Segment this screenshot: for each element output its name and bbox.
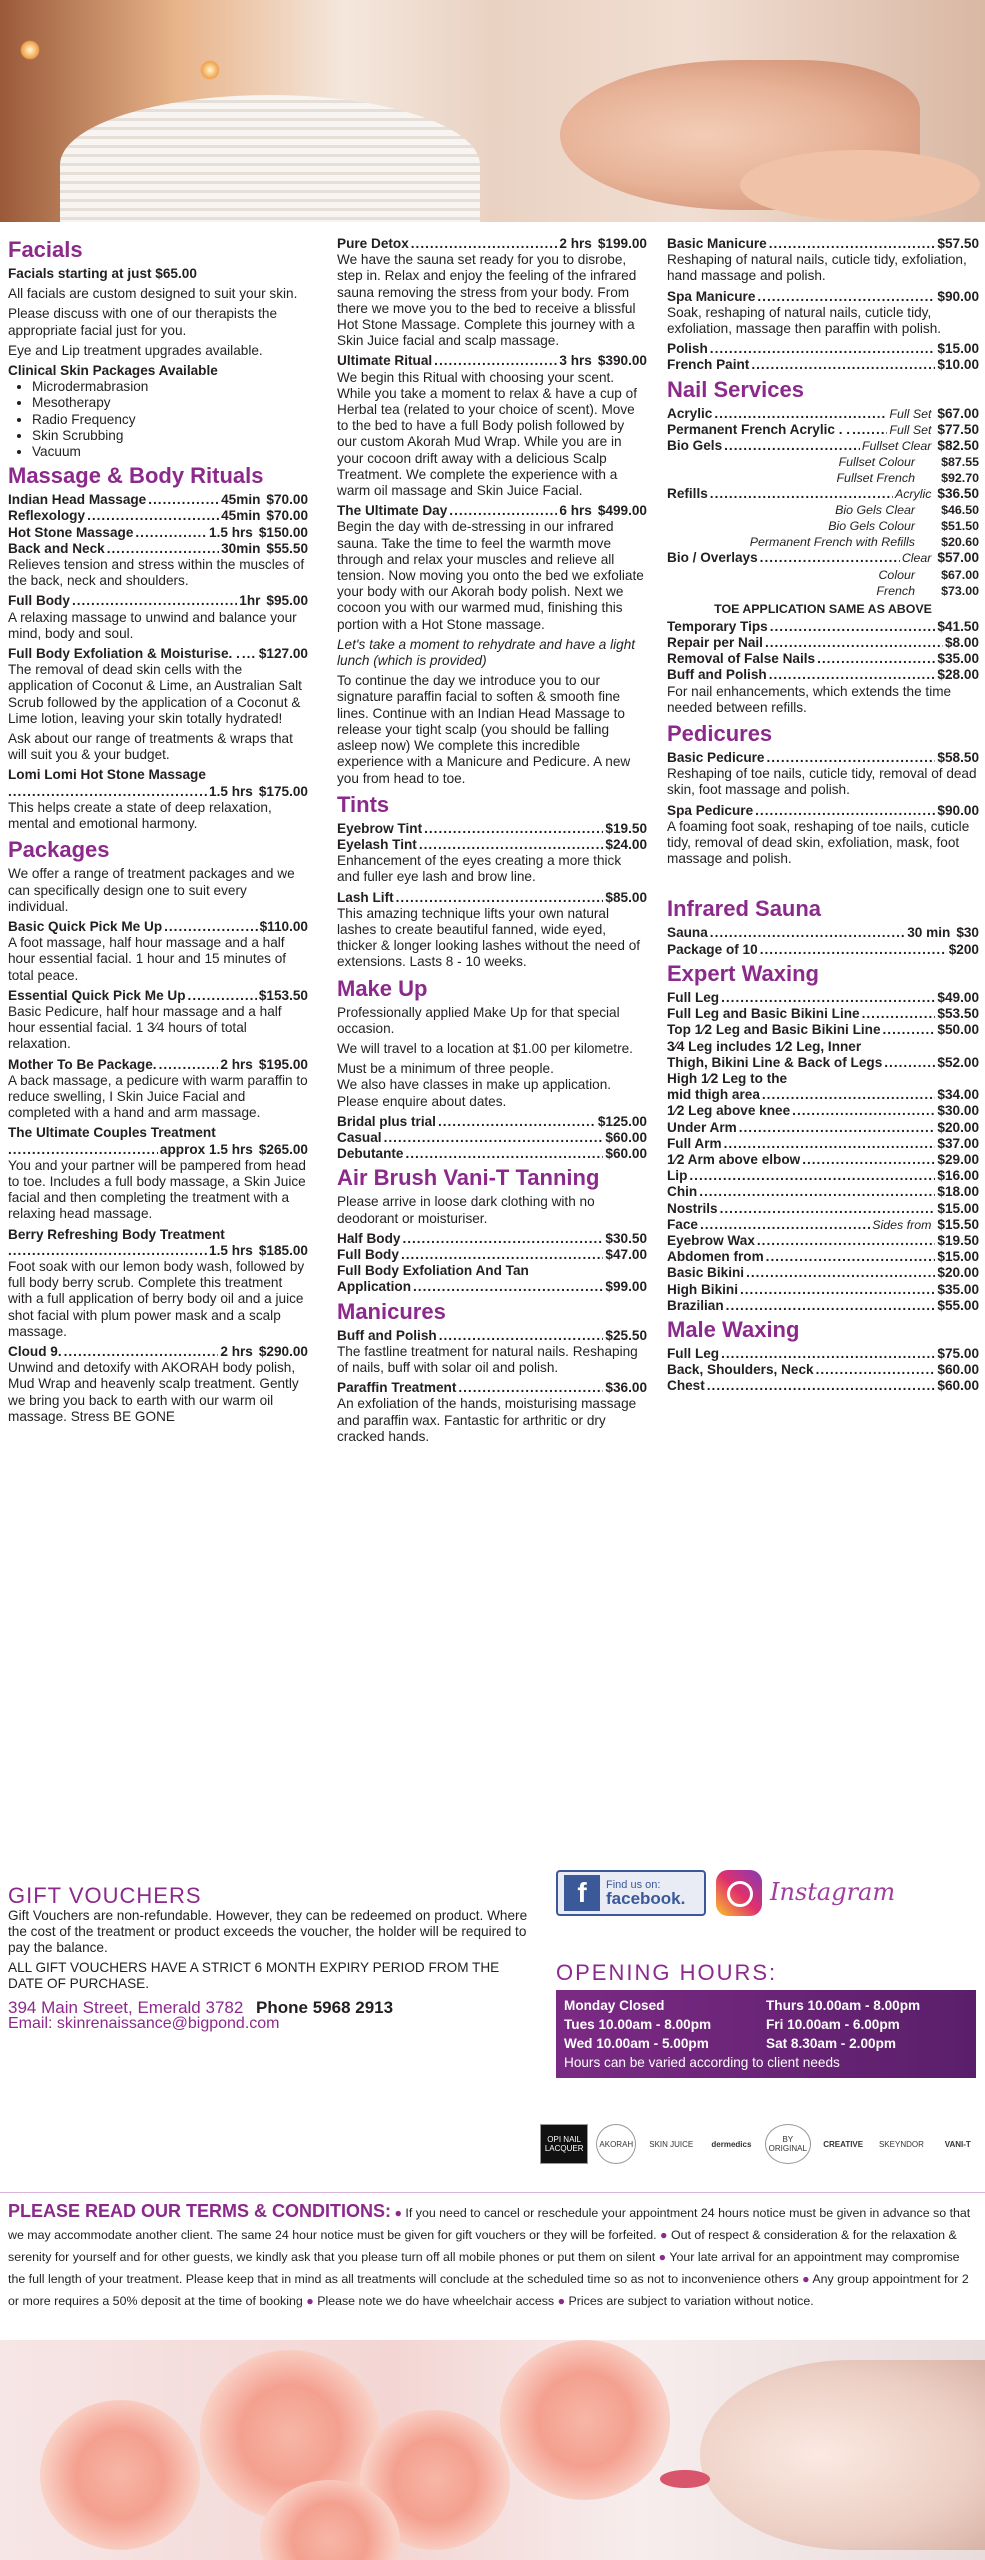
price-row: ..... 1.5 hrs $185.00 — [8, 1243, 308, 1259]
hours-line: Sat 8.30am - 2.00pm — [766, 2036, 896, 2051]
price-row: Basic Bikini ..... $20.00 — [667, 1265, 979, 1281]
terms-item: If you need to cancel or reschedule your appointment 24 hours notice must be given in advance so that we may accommodate another client. The same 24 hour notice must be given for gift vouchers or they will be forfeited. — [8, 2206, 971, 2242]
divider — [0, 2192, 985, 2193]
opening-hours-section — [556, 1960, 976, 2078]
description: Must be a minimum of three people. — [337, 1061, 554, 1077]
facials-text: Please discuss with one of our therapists the appropriate facial just for you. — [8, 306, 278, 338]
price-row: Nostrils ..... $15.00 — [667, 1201, 979, 1217]
column-left — [8, 234, 308, 1429]
price-row: Basic Quick Pick Me Up ..... $110.00 — [8, 919, 308, 935]
gift-vouchers-section — [8, 1883, 528, 2032]
price-row: Full Body ..... 1hr $95.00 — [8, 593, 308, 609]
massage-heading: Massage & Body Rituals — [8, 463, 264, 489]
bullet-icon: ● — [394, 2206, 402, 2220]
description: You and your partner will be pampered from head to toe. Includes a full body massage, a Skin Juice facial and then completing the treatment with a relaxing head massage. — [8, 1157, 306, 1222]
price-row: Polish ..... $15.00 — [667, 341, 979, 357]
price-row: French Paint ..... $10.00 — [667, 357, 979, 373]
nails-heading: Nail Services — [667, 376, 804, 402]
price-row: Chin ..... $18.00 — [667, 1184, 979, 1200]
description: Professionally applied Make Up for that special occasion. — [337, 1004, 620, 1036]
price-row: Application ..... $99.00 — [337, 1279, 647, 1295]
price-row: Full Leg and Basic Bikini Line ..... $53.50 — [667, 1006, 979, 1022]
bottom-roses-image — [0, 2340, 985, 2560]
terms-item: Any group appointment for 2 or more requires a 50% deposit at the time of booking — [8, 2272, 969, 2308]
hours-line: Wed 10.00am - 5.00pm — [564, 2036, 709, 2051]
price-row: Spa Pedicure ..... $90.00 — [667, 803, 979, 819]
tanning-heading: Air Brush Vani-T Tanning — [337, 1165, 600, 1191]
price-row: Paraffin Treatment ..... $36.00 — [337, 1380, 647, 1396]
price-row: Ultimate Ritual ..... 3 hrs $390.00 — [337, 353, 647, 369]
price-row: Eyebrow Wax ..... $19.50 — [667, 1233, 979, 1249]
pedicures-heading: Pedicures — [667, 721, 773, 747]
list-item: • Skin Scrubbing — [32, 428, 308, 444]
vani-t-logo: VANI-T — [944, 2139, 971, 2149]
item-name: Berry Refreshing Body Treatment — [8, 1226, 225, 1242]
column-right — [667, 234, 979, 1395]
toe-note: TOE APPLICATION SAME AS ABOVE — [714, 601, 932, 616]
makeup-heading: Make Up — [337, 975, 428, 1001]
skin-juice-logo: SKIN JUICE — [649, 2139, 694, 2149]
hours-line: Thurs 10.00am - 8.00pm — [766, 1998, 921, 2013]
price-row: Reflexology ..... 45min $70.00 — [8, 508, 308, 524]
price-row: Permanent French Acrylic . . ..... Full Set $77.50 — [667, 422, 979, 438]
manicures-heading: Manicures — [337, 1298, 446, 1324]
opening-hours-heading: OPENING HOURS: — [556, 1960, 778, 1985]
description: Unwind and detoxify with AKORAH body polish, Mud Wrap and heavenly scalp treatment. Gently we bring you back to earth with our warm oil massage. Stress BE GONE — [8, 1360, 299, 1424]
price-row: Under Arm ..... $20.00 — [667, 1120, 979, 1136]
gift-expiry: ALL GIFT VOUCHERS HAVE A STRICT 6 MONTH EXPIRY PERIOD FROM THE DATE OF PURCHASE. — [8, 1960, 500, 1991]
price-row: Full Body ..... $47.00 — [337, 1247, 647, 1263]
creative-logo: CREATIVE — [823, 2139, 864, 2149]
price-row: Essential Quick Pick Me Up ..... $153.50 — [8, 988, 308, 1004]
list-item: • Microdermabrasion — [32, 379, 308, 395]
price-row: Buff and Polish ..... $28.00 — [667, 667, 979, 683]
opi-logo: OPI NAIL LACQUER — [540, 2124, 588, 2164]
price-row: mid thigh area ..... $34.00 — [667, 1087, 979, 1103]
price-row: Debutante ..... $60.00 — [337, 1146, 647, 1162]
price-row: Brazilian ..... $55.00 — [667, 1298, 979, 1314]
price-row: Bridal plus trial ..... $125.00 — [337, 1114, 647, 1130]
towel-decoration — [60, 95, 480, 222]
price-sub-row: Bio Gels Clear $46.50 — [835, 503, 979, 518]
bullet-icon: ● — [658, 2250, 667, 2264]
gift-text: Gift Vouchers are non-refundable. However, they can be redeemed on product. Where the cost of the treatment or product exceeds the voucher, the holder will be required to pay the balance. — [8, 1908, 528, 1955]
price-row: Lash Lift ..... $85.00 — [337, 890, 647, 906]
price-row: The Ultimate Day ..... 6 hrs $499.00 — [337, 503, 647, 519]
facebook-small-text: Find us on: — [606, 1878, 661, 1891]
facials-text: All facials are custom designed to suit your skin. — [8, 286, 298, 302]
item-name: Lomi Lomi Hot Stone Massage — [8, 767, 206, 783]
gift-vouchers-heading: GIFT VOUCHERS — [8, 1883, 202, 1908]
tints-heading: Tints — [337, 791, 390, 817]
skeyndor-logo: SKEYNDOR — [878, 2139, 924, 2149]
column-middle — [337, 234, 647, 1449]
description: We have the sauna set ready for you to disrobe, step in. Relax and enjoy the feeling of the infrared sauna removing the stress from your body. From there we move you to the bed to receive a blissful Hot Stone Massage. Complete this journey with a Skin Juice facial and scalp massage. — [337, 252, 637, 349]
by-original-logo: BY ORIGINAL — [765, 2124, 811, 2164]
price-sub-row: Fullset Colour $87.55 — [838, 455, 979, 470]
hours-line: Tues 10.00am - 8.00pm — [564, 2017, 712, 2032]
face-decoration — [700, 2360, 985, 2550]
bullet-icon: ● — [802, 2272, 810, 2286]
price-row: Back and Neck ..... 30min $55.50 — [8, 541, 308, 557]
description: Basic Pedicure, half hour massage and a half hour essential facial. 1 3⁄4 hours of total relaxation. — [8, 1003, 282, 1052]
bullet-icon: ● — [306, 2294, 314, 2308]
hours-line: Monday Closed — [564, 1998, 665, 2013]
clinical-list — [32, 379, 308, 460]
phone-number[interactable]: Phone 5968 2913 — [256, 1998, 394, 2017]
sauna-heading: Infrared Sauna — [667, 896, 822, 922]
list-item: • Radio Frequency — [32, 412, 308, 428]
opening-hours-box — [556, 1990, 976, 2078]
price-row: Spa Manicure ..... $90.00 — [667, 289, 979, 305]
price-sub-row: Colour $67.00 — [878, 567, 979, 582]
price-row: Sauna ..... 30 min $30 — [667, 925, 979, 941]
rose-decoration — [500, 2340, 670, 2500]
facials-heading: Facials — [8, 237, 83, 262]
facebook-text: facebook. — [606, 1888, 686, 1908]
facebook-link[interactable] — [556, 1870, 706, 1916]
description: Please arrive in loose dark clothing with no deodorant or moisturiser. — [337, 1194, 595, 1226]
item-name: High 1⁄2 Leg to the — [667, 1070, 788, 1086]
description: We also have classes in make up application. Please enquire about dates. — [337, 1077, 612, 1109]
social-links — [556, 1870, 976, 1920]
address: 394 Main Street, Emerald 3782 — [8, 1998, 244, 2017]
description: Reshaping of natural nails, cuticle tidy, exfoliation, hand massage and polish. — [667, 252, 967, 284]
email-address[interactable]: Email: skinrenaissance@bigpond.com — [8, 2015, 280, 2032]
bullet-icon: ● — [557, 2294, 566, 2308]
description: Begin the day with de-stressing in our infrared sauna. Take the time to feel the warmth move through and relax your muscles and relieve all tension. Now moving you onto the bed we exfoliate your body with our Akorah body polish. Next we cocoon you with our warmed mud, finishing this portion with a Hot Stone massage. — [337, 519, 644, 632]
price-row: Refills ..... Acrylic $36.50 — [667, 486, 979, 502]
price-row: Bio Gels ..... Fullset Clear $82.50 — [667, 438, 979, 454]
terms-item: Out of respect & consideration & for the relaxation & serenity for yourself and for other guests, we kindly ask that you please turn off all mobile phones or put them on silent — [8, 2228, 957, 2264]
price-sub-row: Bio Gels Colour $51.50 — [828, 519, 979, 534]
brand-logos — [540, 2122, 980, 2166]
price-row: Bio / Overlays ..... Clear $57.00 — [667, 550, 979, 566]
price-row: Repair per Nail ..... $8.00 — [667, 635, 979, 651]
price-row: Package of 10 ..... $200 — [667, 942, 979, 958]
description: This amazing technique lifts your own natural lashes to create beautiful fanned, wide eyed, thicker & longer looking lashes without the need of extensions. Lasts 8 - 10 weeks. — [337, 905, 641, 970]
bullet-icon: ● — [660, 2228, 668, 2242]
instagram-icon[interactable] — [716, 1870, 762, 1916]
rose-decoration — [40, 2400, 200, 2550]
description: We begin this Ritual with choosing your scent. While you take a moment to relax & have a cup of Herbal tea (related to your choice of scent). Move to the bed to have a full Body polish followed by our custom Akorah Mud Wrap. While you are in your cocoon drift away with a delicious Scalp Treatment. We complete the experience with a warm oil massage and Skin Juice Facial. — [337, 369, 637, 499]
terms-item: Prices are subject to variation without notice. — [568, 2294, 814, 2308]
price-row: Pure Detox ..... 2 hrs $199.00 — [337, 236, 647, 252]
facials-text: Eye and Lip treatment upgrades available. — [8, 342, 263, 358]
price-row: Mother To Be Package. ..... 2 hrs $195.00 — [8, 1057, 308, 1073]
description: Relieves tension and stress within the muscles of the back, neck and shoulders. — [8, 557, 305, 589]
price-row: Removal of False Nails ..... $35.00 — [667, 651, 979, 667]
description: We offer a range of treatment packages and we can specifically design one to suit every individual. — [8, 866, 295, 914]
price-sub-row: Permanent French with Refills $20.60 — [749, 535, 979, 550]
dermedics-logo: dermedics — [711, 2139, 752, 2149]
price-row: Eyebrow Tint ..... $19.50 — [337, 821, 647, 837]
packages-heading: Packages — [8, 837, 110, 863]
price-row: Full Leg ..... $75.00 — [667, 1346, 979, 1362]
description: Let's take a moment to rehydrate and have a light lunch (which is provided) — [337, 636, 636, 669]
description: For nail enhancements, which extends the time needed between refills. — [667, 683, 952, 715]
description: Foot soak with our lemon body wash, followed by full body berry scrub. Complete this treatment with a full application of berry body oil and a juice shot facial with plum power mask and a scalp massage. — [8, 1258, 305, 1339]
description: A relaxing massage to unwind and balance your mind, body and soul. — [8, 609, 297, 641]
price-row: Full Arm ..... $37.00 — [667, 1136, 979, 1152]
price-row: Lip ..... $16.00 — [667, 1168, 979, 1184]
price-sub-row: French $73.00 — [876, 583, 979, 598]
clinical-heading: Clinical Skin Packages Available — [8, 363, 218, 379]
description: The removal of dead skin cells with the application of Coconut & Lime, an Australian Salt Scrub followed by the application of a Coconut & Lime lotion, leaving your skin totally hydrated! — [8, 662, 302, 726]
price-row: 1⁄2 Arm above elbow ..... $29.00 — [667, 1152, 979, 1168]
price-row: Temporary Tips ..... $41.50 — [667, 619, 979, 635]
price-sub-row: Fullset French $92.70 — [836, 471, 979, 486]
price-row: Basic Manicure ..... $57.50 — [667, 236, 979, 252]
list-item: • Vacuum — [32, 444, 308, 460]
terms-heading: PLEASE READ OUR TERMS & CONDITIONS: — [8, 2201, 392, 2221]
item-name: Full Body Exfoliation And Tan — [337, 1263, 529, 1279]
price-row: Back, Shoulders, Neck ..... $60.00 — [667, 1362, 979, 1378]
item-name: The Ultimate Couples Treatment — [8, 1125, 216, 1141]
terms-section — [8, 2200, 978, 2312]
description: This helps create a state of deep relaxation, mental and emotional harmony. — [8, 799, 272, 832]
instagram-text[interactable]: Instagram — [770, 1878, 896, 1906]
hours-line: Fri 10.00am - 6.00pm — [766, 2017, 900, 2032]
price-row: Full Body Exfoliation & Moisturise. . ..... $127.00 — [8, 646, 308, 662]
price-row: Acrylic ..... Full Set $67.00 — [667, 406, 979, 422]
price-row: Full Leg ..... $49.00 — [667, 990, 979, 1006]
price-row: Top 1⁄2 Leg and Basic Bikini Line ..... $50.00 — [667, 1022, 979, 1038]
price-row: Abdomen from ..... $15.00 — [667, 1249, 979, 1265]
list-item: • Mesotherapy — [32, 395, 308, 411]
description: A foaming foot soak, reshaping of toe nails, cuticle tidy, removal of dead skin, exfoliation, mask, foot massage and polish. — [667, 818, 970, 867]
hand-decoration — [740, 150, 980, 220]
akorah-logo: AKORAH — [596, 2124, 636, 2164]
facials-starting: Facials starting at just $65.00 — [8, 266, 197, 281]
hours-note: Hours can be varied according to client needs — [564, 2055, 840, 2070]
price-row: Thigh, Bikini Line & Back of Legs ..... $52.00 — [667, 1055, 979, 1071]
price-row: Chest ..... $60.00 — [667, 1378, 979, 1394]
price-row: ..... 1.5 hrs $175.00 — [8, 784, 308, 800]
terms-item: Your late arrival for an appointment may compromise the full length of your treatment. Please keep that in mind as all treatments will conclude at the scheduled time so as not to inconvenience others — [8, 2250, 960, 2286]
hero-spa-image — [0, 0, 985, 222]
price-row: Buff and Polish ..... $25.50 — [337, 1328, 647, 1344]
price-row: Indian Head Massage ..... 45min $70.00 — [8, 492, 308, 508]
description: We will travel to a location at $1.00 per kilometre. — [337, 1040, 633, 1056]
candle-decoration — [20, 40, 40, 60]
price-row: ..... approx 1.5 hrs $265.00 — [8, 1142, 308, 1158]
description: A back massage, a pedicure with warm paraffin to reduce swelling, I Skin Juice Facial and completed with a hand and arm massage. — [8, 1072, 308, 1121]
price-row: High Bikini ..... $35.00 — [667, 1282, 979, 1298]
description: Ask about our range of treatments & wraps that will suit you & your budget. — [8, 731, 293, 763]
description: To continue the day we introduce you to our signature paraffin facial to soften & smooth fine lines. Continue with an Indian Head Massage to release your tight scalp (you should be falling asleep now) We complete this incredible experience with a Manicure and Pedicure. A new you from head to toe. — [337, 673, 631, 786]
price-row: Cloud 9. ..... 2 hrs $290.00 — [8, 1344, 308, 1360]
address-line — [8, 2000, 528, 2016]
facebook-icon: f — [564, 1875, 600, 1911]
description: An exfoliation of the hands, moisturising massage and paraffin wax. Fantastic for arthritic or dry cracked hands. — [337, 1396, 637, 1444]
item-name: 3⁄4 Leg includes 1⁄2 Leg, Inner — [667, 1038, 862, 1054]
price-row: Face ..... Sides from $15.50 — [667, 1217, 979, 1233]
price-row: 1⁄2 Leg above knee ..... $30.00 — [667, 1103, 979, 1119]
description: The fastline treatment for natural nails. Reshaping of nails, buff with solar oil and polish. — [337, 1343, 638, 1375]
price-row: Basic Pedicure ..... $58.50 — [667, 750, 979, 766]
price-row: Eyelash Tint ..... $24.00 — [337, 837, 647, 853]
candle-decoration — [200, 60, 220, 80]
description: A foot massage, half hour massage and a half hour essential facial. 1 hour and 15 minutes of total peace. — [8, 935, 287, 983]
male-waxing-heading: Male Waxing — [667, 1316, 800, 1342]
description: Soak, reshaping of natural nails, cuticle tidy, exfoliation, massage then paraffin with polish. — [667, 304, 942, 337]
terms-item: Please note we do have wheelchair access — [317, 2294, 555, 2308]
lips-decoration — [660, 2470, 710, 2488]
price-row: Half Body ..... $30.50 — [337, 1231, 647, 1247]
waxing-heading: Expert Waxing — [667, 960, 819, 986]
price-row: Hot Stone Massage ..... 1.5 hrs $150.00 — [8, 525, 308, 541]
price-row: Casual ..... $60.00 — [337, 1130, 647, 1146]
description: Enhancement of the eyes creating a more thick and fuller eye lash and brow line. — [337, 853, 622, 885]
description: Reshaping of toe nails, cuticle tidy, removal of dead skin, foot massage and polish. — [667, 766, 977, 798]
